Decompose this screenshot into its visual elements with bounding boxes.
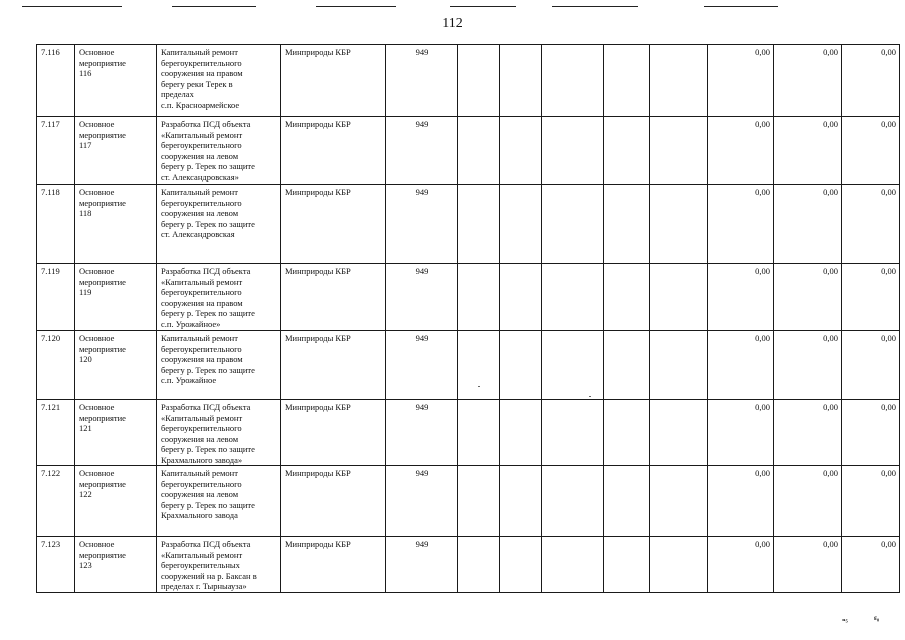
executor: Минприроды КБР bbox=[281, 331, 386, 400]
empty-cell bbox=[500, 185, 542, 264]
amount-3: 0,00 bbox=[842, 400, 900, 466]
amount-3: 0,00 bbox=[842, 117, 900, 185]
empty-cell bbox=[458, 537, 500, 593]
row-number: 7.117 bbox=[37, 117, 75, 185]
event-type: Основное мероприятие 118 bbox=[75, 185, 157, 264]
amount-3: 0,00 bbox=[842, 45, 900, 117]
amount-2: 0,00 bbox=[774, 264, 842, 331]
empty-cell bbox=[458, 264, 500, 331]
event-type: Основное мероприятие 122 bbox=[75, 466, 157, 537]
amount-1: 0,00 bbox=[708, 45, 774, 117]
amount-2: 0,00 bbox=[774, 537, 842, 593]
table-row bbox=[37, 537, 900, 593]
empty-cell bbox=[542, 264, 604, 331]
empty-cell bbox=[542, 331, 604, 400]
empty-cell bbox=[650, 400, 708, 466]
amount-1: 0,00 bbox=[708, 400, 774, 466]
event-description: Капитальный ремонт берегоукрепительного сооружения на левом берегу р. Терек по защите ст. Александровская bbox=[157, 185, 281, 264]
row-number: 7.121 bbox=[37, 400, 75, 466]
empty-cell bbox=[458, 331, 500, 400]
footer-mark: ₙ₅ bbox=[842, 615, 848, 623]
empty-cell bbox=[604, 400, 650, 466]
executor: Минприроды КБР bbox=[281, 466, 386, 537]
table-row bbox=[37, 466, 900, 537]
table-row bbox=[37, 185, 900, 264]
header-rule bbox=[22, 6, 122, 7]
row-number: 7.122 bbox=[37, 466, 75, 537]
event-type: Основное мероприятие 123 bbox=[75, 537, 157, 593]
empty-cell bbox=[458, 400, 500, 466]
row-number: 7.119 bbox=[37, 264, 75, 331]
empty-cell bbox=[500, 331, 542, 400]
amount-1: 0,00 bbox=[708, 264, 774, 331]
amount-1: 0,00 bbox=[708, 185, 774, 264]
row-number: 7.123 bbox=[37, 537, 75, 593]
empty-cell bbox=[500, 117, 542, 185]
scan-speck bbox=[589, 396, 591, 397]
event-description: Разработка ПСД объекта «Капитальный ремонт берегоукрепительных сооружений на р. Баксан в пределах г. Тырныауза» bbox=[157, 537, 281, 593]
empty-cell bbox=[604, 117, 650, 185]
row-number: 7.118 bbox=[37, 185, 75, 264]
amount-3: 0,00 bbox=[842, 537, 900, 593]
empty-cell bbox=[458, 185, 500, 264]
empty-cell bbox=[458, 45, 500, 117]
empty-cell bbox=[542, 45, 604, 117]
empty-cell bbox=[604, 466, 650, 537]
header-rule bbox=[172, 6, 256, 7]
amount-2: 0,00 bbox=[774, 400, 842, 466]
event-description: Капитальный ремонт берегоукрепительного сооружения на левом берегу р. Терек по защите Крахмального завода bbox=[157, 466, 281, 537]
empty-cell bbox=[604, 537, 650, 593]
amount-3: 0,00 bbox=[842, 185, 900, 264]
empty-cell bbox=[458, 466, 500, 537]
amount-1: 0,00 bbox=[708, 466, 774, 537]
empty-cell bbox=[542, 400, 604, 466]
empty-cell bbox=[500, 264, 542, 331]
empty-cell bbox=[650, 331, 708, 400]
amount-3: 0,00 bbox=[842, 331, 900, 400]
budget-code: 949 bbox=[386, 117, 458, 185]
empty-cell bbox=[650, 264, 708, 331]
amount-1: 0,00 bbox=[708, 117, 774, 185]
amount-3: 0,00 bbox=[842, 466, 900, 537]
executor: Минприроды КБР bbox=[281, 400, 386, 466]
budget-code: 949 bbox=[386, 466, 458, 537]
budget-code: 949 bbox=[386, 400, 458, 466]
budget-code: 949 bbox=[386, 45, 458, 117]
budget-code: 949 bbox=[386, 185, 458, 264]
scan-speck bbox=[478, 386, 480, 387]
row-number: 7.116 bbox=[37, 45, 75, 117]
row-number: 7.120 bbox=[37, 331, 75, 400]
executor: Минприроды КБР bbox=[281, 537, 386, 593]
empty-cell bbox=[500, 400, 542, 466]
empty-cell bbox=[650, 537, 708, 593]
header-rule bbox=[450, 6, 516, 7]
event-type: Основное мероприятие 120 bbox=[75, 331, 157, 400]
empty-cell bbox=[604, 264, 650, 331]
event-description: Разработка ПСД объекта «Капитальный ремонт берегоукрепительного сооружения на левом берегу р. Терек по защите Крахмального завода» bbox=[157, 400, 281, 466]
empty-cell bbox=[542, 117, 604, 185]
program-table bbox=[36, 44, 900, 593]
table-row bbox=[37, 117, 900, 185]
amount-1: 0,00 bbox=[708, 537, 774, 593]
empty-cell bbox=[604, 45, 650, 117]
page-number: 112 bbox=[442, 16, 463, 31]
footer-mark: ε₀ bbox=[874, 614, 880, 622]
empty-cell bbox=[650, 466, 708, 537]
empty-cell bbox=[458, 117, 500, 185]
empty-cell bbox=[604, 185, 650, 264]
executor: Минприроды КБР bbox=[281, 185, 386, 264]
empty-cell bbox=[542, 466, 604, 537]
amount-2: 0,00 bbox=[774, 331, 842, 400]
event-type: Основное мероприятие 116 bbox=[75, 45, 157, 117]
event-type: Основное мероприятие 121 bbox=[75, 400, 157, 466]
table-row bbox=[37, 331, 900, 400]
empty-cell bbox=[500, 45, 542, 117]
executor: Минприроды КБР bbox=[281, 264, 386, 331]
header-rule bbox=[704, 6, 778, 7]
event-type: Основное мероприятие 117 bbox=[75, 117, 157, 185]
executor: Минприроды КБР bbox=[281, 117, 386, 185]
budget-code: 949 bbox=[386, 331, 458, 400]
amount-2: 0,00 bbox=[774, 117, 842, 185]
amount-2: 0,00 bbox=[774, 45, 842, 117]
table-row bbox=[37, 264, 900, 331]
amount-3: 0,00 bbox=[842, 264, 900, 331]
amount-1: 0,00 bbox=[708, 331, 774, 400]
event-description: Капитальный ремонт берегоукрепительного сооружения на правом берегу р. Терек по защите с.п. Урожайное bbox=[157, 331, 281, 400]
executor: Минприроды КБР bbox=[281, 45, 386, 117]
event-description: Разработка ПСД объекта «Капитальный ремонт берегоукрепительного сооружения на левом берегу р. Терек по защите ст. Александровская» bbox=[157, 117, 281, 185]
empty-cell bbox=[500, 466, 542, 537]
empty-cell bbox=[542, 537, 604, 593]
budget-code: 949 bbox=[386, 264, 458, 331]
table-row bbox=[37, 45, 900, 117]
amount-2: 0,00 bbox=[774, 466, 842, 537]
empty-cell bbox=[650, 185, 708, 264]
header-rule bbox=[316, 6, 396, 7]
table-row bbox=[37, 400, 900, 466]
budget-code: 949 bbox=[386, 537, 458, 593]
amount-2: 0,00 bbox=[774, 185, 842, 264]
event-description: Разработка ПСД объекта «Капитальный ремонт берегоукрепительного сооружения на правом берегу р. Терек по защите с.п. Урожайное» bbox=[157, 264, 281, 331]
event-type: Основное мероприятие 119 bbox=[75, 264, 157, 331]
header-rule bbox=[552, 6, 638, 7]
empty-cell bbox=[650, 117, 708, 185]
empty-cell bbox=[650, 45, 708, 117]
event-description: Капитальный ремонт берегоукрепительного сооружения на правом берегу реки Терек в пределах с.п. Красноармейское bbox=[157, 45, 281, 117]
empty-cell bbox=[604, 331, 650, 400]
empty-cell bbox=[542, 185, 604, 264]
empty-cell bbox=[500, 537, 542, 593]
